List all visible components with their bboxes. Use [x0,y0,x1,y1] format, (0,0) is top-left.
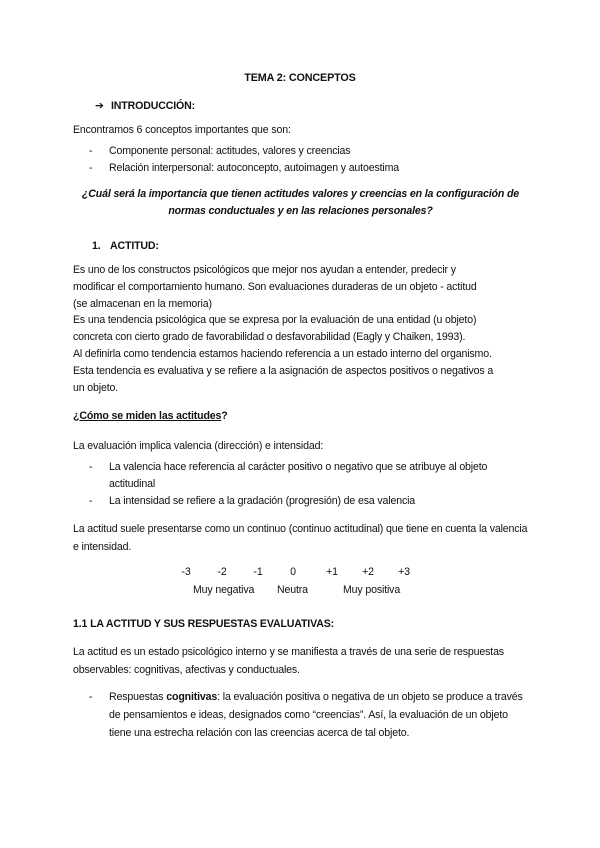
medida-intro: La evaluación implica valencia (dirección) e intensidad: [73,440,324,452]
intro-list [73,143,533,177]
list-item: - Respuestas cognitivas: la evaluación positiva o negativa de un objeto se produce a través de pensamientos e ideas, designados como “creencias”. Así, la evaluación de un objeto tiene una estrecha relación con las creencias acerca de tal objeto. [89,691,523,739]
list-item: - La intensidad se refiere a la gradación (progresión) de esa valencia [89,494,416,507]
scale-label: Muy negativa [193,584,255,596]
scale-value: -3 [181,566,191,578]
medida-list [73,459,533,509]
section-number: 1. [92,240,101,252]
scale-value: -2 [217,566,227,578]
section-1-1-heading: 1.1 LA ACTITUD Y SUS RESPUESTAS EVALUATIVAS: [73,618,335,630]
list-item: - La valencia hace referencia al carácter positivo o negativo que se atribuye al objeto actitudinal [89,461,488,490]
page-title: TEMA 2: CONCEPTOS [244,72,356,84]
text-line: Es uno de los constructos psicológicos que mejor nos ayudan a entender, predecir y [73,264,456,276]
section-1-1-list [73,688,528,742]
scale-label: Neutra [277,584,308,596]
actitud-heading [92,240,159,252]
scale-value: +1 [326,566,338,578]
continuo-text: La actitud suele presentarse como un continuo (continuo actitudinal) que tiene en cuenta la valencia e intensidad. [73,523,528,553]
actitud-heading-text: ACTITUD: [110,240,159,252]
text-line: un objeto. [73,381,119,394]
text-line: Al definirla como tendencia estamos haciendo referencia a un estado interno del organismo. [73,347,492,360]
intro-heading [95,100,195,112]
text-line: concreta con cierto grado de favorabilidad o desfavorabilidad (Eagly y Chaiken, 1993). [73,331,466,344]
scale-value: +2 [362,566,374,578]
intro-text: Encontramos 6 conceptos importantes que son: [73,124,291,136]
text-line: modificar el comportamiento humano. Son evaluaciones duraderas de un objeto - actitud [73,280,477,293]
key-question: ¿Cuál será la importancia que tienen actitudes valores y creencias en la configuración de normas conductuales y en las relaciones personales? [81,188,520,217]
scale-value: +3 [398,566,410,578]
actitud-paragraph [73,262,533,396]
scale-value: 0 [290,566,296,578]
intro-heading-text: INTRODUCCIÓN: [111,100,195,112]
list-item: - Componente personal: actitudes, valores y creencias [89,145,351,157]
arrow-icon: ➔ [95,100,104,112]
scale-value: -1 [253,566,263,578]
text-line: Esta tendencia es evaluativa y se refiere a la asignación de aspectos positivos o negativos a [73,364,494,377]
medida-heading: ¿Cómo se miden las actitudes? [73,410,228,422]
text-line: (se almacenan en la memoria) [73,297,212,310]
scale-label: Muy positiva [343,584,401,596]
section-1-1-text: La actitud es un estado psicológico interno y se manifiesta a través de una serie de respuestas observables: cognitivas, afectivas y conductuales. [73,646,504,676]
text-line: Es una tendencia psicológica que se expresa por la evaluación de una entidad (u objeto) [73,314,477,327]
list-item: - Relación interpersonal: autoconcepto, autoimagen y autoestima [89,161,400,174]
